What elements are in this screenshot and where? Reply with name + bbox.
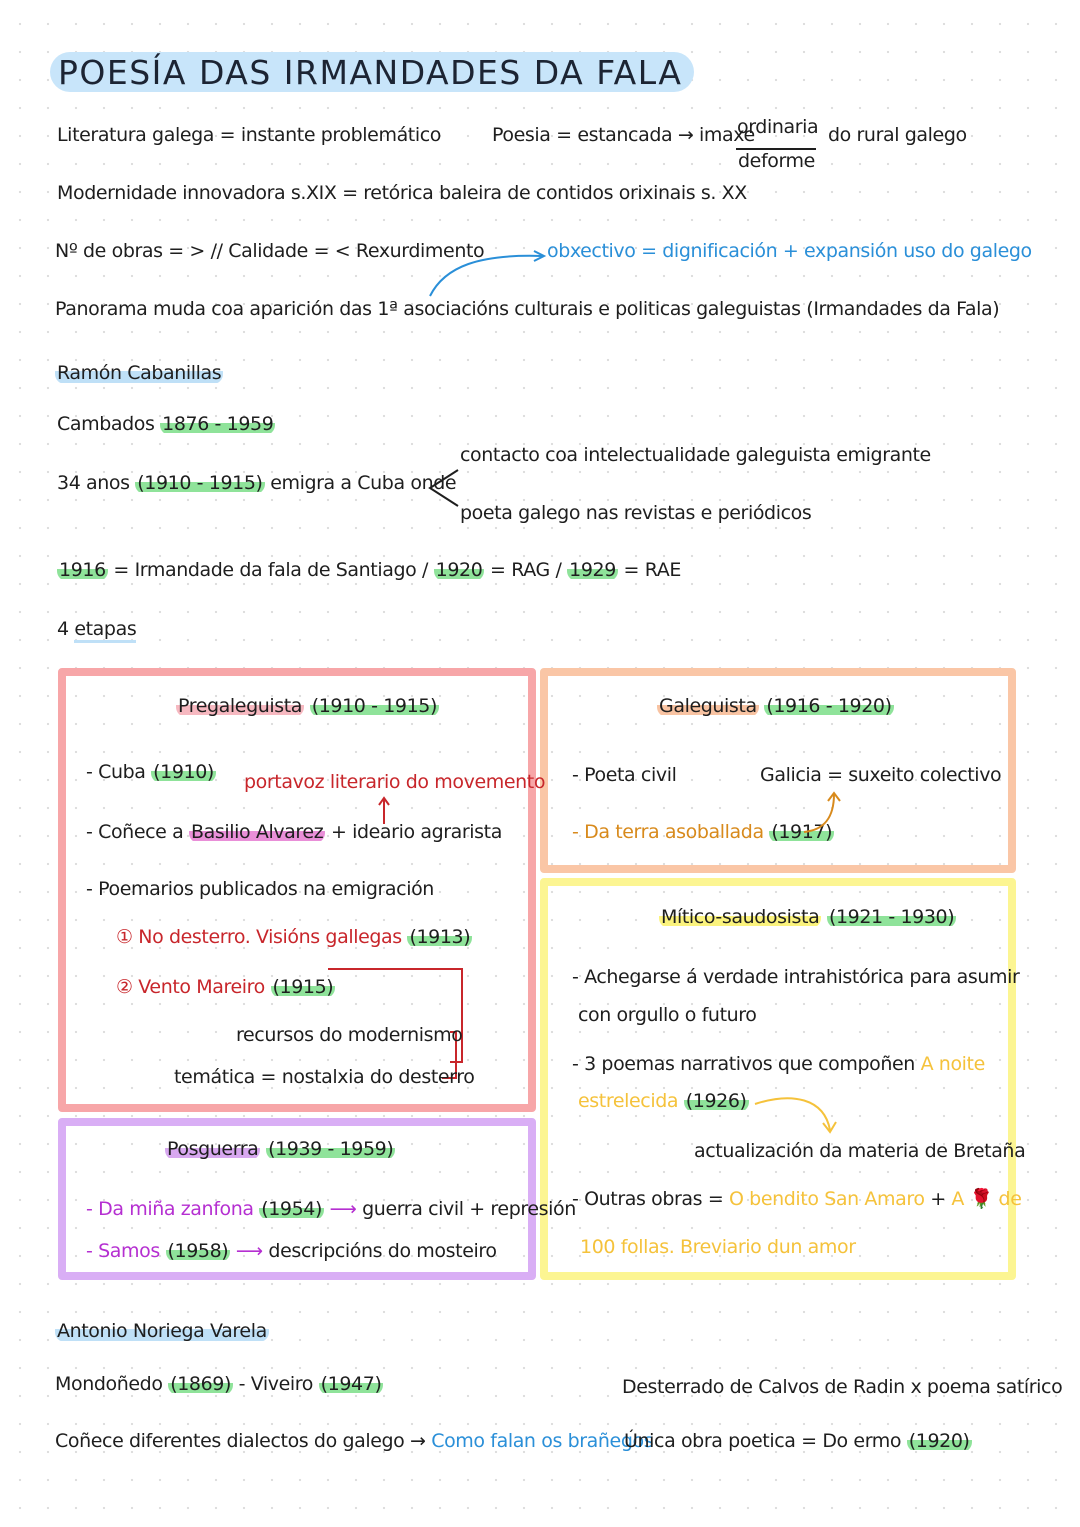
galeguista-title: Galeguista (1916 - 1920) xyxy=(659,695,892,717)
fraction-bottom: deforme xyxy=(738,150,815,172)
posguerra-zanfona: - Da miña zanfona (1954) ⟶ guerra civil + represión xyxy=(86,1198,576,1220)
curved-arrow-icon xyxy=(420,246,550,300)
right-arrow-icon: ⟶ xyxy=(329,1198,357,1220)
mitico-follas: 100 follas. Breviario dun amor xyxy=(580,1236,856,1258)
posguerra-samos: - Samos (1958) ⟶ descripcións do mosteiro xyxy=(86,1240,497,1262)
pregaleguista-tematica: temática = nostalxia do desterro xyxy=(174,1066,475,1088)
cabanillas-dates-line: 1916 = Irmandade da fala de Santiago / 1920 = RAG / 1929 = RAE xyxy=(59,559,681,581)
noriega-unica-obra: Única obra poetica = Do ermo (1920) xyxy=(624,1430,970,1452)
mitico-outras: - Outras obras = O bendito San Amaro + A 🌹 de xyxy=(572,1188,1022,1210)
intro-line-obras: Nº de obras = > // Calidade = < Rexurdimento xyxy=(55,240,485,262)
noriega-dialectos: Coñece diferentes dialectos do galego → Como falan os brañegos xyxy=(55,1430,654,1452)
galeguista-obra: - Da terra asoballada (1917) xyxy=(572,821,833,843)
section-heading-cabanillas: Ramón Cabanillas xyxy=(57,362,222,384)
pregaleguista-conece: - Coñece a Basilio Alvarez + ideario agrarista xyxy=(86,821,502,843)
pregaleguista-poemarios: - Poemarios publicados na emigración xyxy=(86,878,434,900)
mitico-actualizacion: actualización da materia de Bretaña xyxy=(694,1140,1026,1162)
box-mitico-saudosista xyxy=(540,878,1016,1280)
pregaleguista-poemario-1: ① No desterro. Visións gallegas (1913) xyxy=(116,926,471,948)
cabanillas-branch-poeta: poeta galego nas revistas e periódicos xyxy=(460,502,812,524)
cabanillas-birth: Cambados 1876 - 1959 xyxy=(57,413,274,435)
noriega-dates: Mondoñedo (1869) - Viveiro (1947) xyxy=(55,1373,382,1395)
cabanillas-branch-contacto: contacto coa intelectualidade galeguista emigrante xyxy=(460,444,931,466)
section-heading-noriega: Antonio Noriega Varela xyxy=(57,1320,267,1342)
intro-poesia-prefix: Poesia = estancada → imaxe xyxy=(492,124,755,146)
page-title: POESÍA DAS IRMANDADES DA FALA xyxy=(50,52,694,92)
noriega-desterrado: Desterrado de Calvos de Radin x poema satírico xyxy=(622,1376,1063,1398)
etapas-label: 4 etapas xyxy=(57,618,136,640)
mitico-achegarse-2: con orgullo o futuro xyxy=(578,1004,757,1026)
fraction-top: ordinaria xyxy=(737,116,819,138)
pregaleguista-portavoz: portavoz literario do movemento xyxy=(244,771,546,793)
mitico-poemas: - 3 poemas narrativos que compoñen A noite xyxy=(572,1053,985,1075)
pregaleguista-title: Pregaleguista (1910 - 1915) xyxy=(178,695,437,717)
mitico-achegarse-1: - Achegarse á verdade intrahistórica para asumir xyxy=(572,966,1020,988)
rose-icon: 🌹 xyxy=(969,1188,993,1210)
mitico-noite: estrelecida (1926) xyxy=(578,1090,747,1112)
pregaleguista-cuba: - Cuba (1910) xyxy=(86,761,214,783)
cabanillas-emigra: 34 anos (1910 - 1915) emigra a Cuba onde xyxy=(57,472,457,494)
galeguista-poeta-civil: - Poeta civil xyxy=(572,764,677,786)
intro-line-panorama: Panorama muda coa aparición das 1ª asociacións culturais e politicas galeguistas (Irmandades da Fala) xyxy=(55,298,1000,320)
intro-objective: obxectivo = dignificación + expansión uso do galego xyxy=(547,240,1032,262)
bracket-branch-icon xyxy=(426,466,460,510)
pregaleguista-poemario-2: ② Vento Mareiro (1915) xyxy=(116,976,334,998)
galeguista-galicia: Galicia = suxeito colectivo xyxy=(760,764,1002,786)
curved-arrow-icon xyxy=(800,790,846,838)
intro-line-modernidade: Modernidade innovadora s.XIX = retórica baleira de contidos orixinais s. XX xyxy=(57,182,747,204)
right-arrow-icon: ⟶ xyxy=(235,1240,263,1262)
curved-arrow-icon xyxy=(752,1090,842,1136)
mitico-title: Mítico-saudosista (1921 - 1930) xyxy=(661,906,955,928)
pregaleguista-recursos: recursos do modernismo xyxy=(236,1024,463,1046)
intro-line-literatura: Literatura galega = instante problemático xyxy=(57,124,442,146)
posguerra-title: Posguerra (1939 - 1959) xyxy=(167,1138,394,1160)
intro-poesia-suffix: do rural galego xyxy=(828,124,967,146)
